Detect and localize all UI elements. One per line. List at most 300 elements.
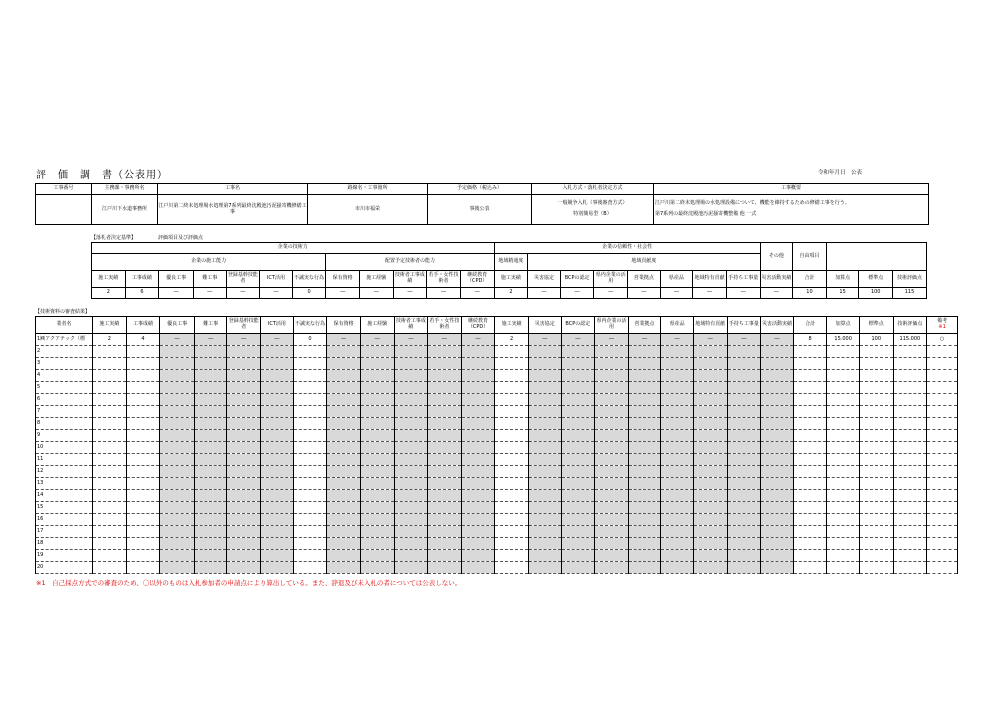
score-cell [293, 442, 327, 454]
criteria-value: 10 [793, 288, 827, 299]
score-cell [793, 514, 827, 526]
score-cell: ― [394, 334, 428, 346]
score-cell [160, 394, 195, 406]
score-cell [793, 466, 827, 478]
score-cell [693, 454, 727, 466]
score-cell [761, 490, 794, 502]
score-cell [893, 478, 927, 490]
score-cell [227, 538, 261, 550]
score-cell [761, 430, 794, 442]
score-cell [261, 370, 294, 382]
score-cell [461, 454, 495, 466]
vendor-name-cell: 18 [36, 538, 93, 550]
score-cell [93, 358, 127, 370]
vendor-name-cell: 8 [36, 418, 93, 430]
score-cell [227, 418, 261, 430]
score-cell [595, 514, 629, 526]
score-cell [893, 466, 927, 478]
score-cell [227, 550, 261, 562]
score-cell [561, 538, 595, 550]
score-cell [893, 346, 927, 358]
score-cell [360, 358, 394, 370]
table-row [36, 562, 958, 574]
score-cell [859, 538, 893, 550]
remark-cell [927, 382, 958, 394]
score-cell [827, 514, 860, 526]
results-col-header: 地域特有貢献 [693, 317, 727, 334]
score-cell [561, 490, 595, 502]
score-cell [261, 550, 294, 562]
score-cell [561, 550, 595, 562]
score-cell [693, 418, 727, 430]
results-col-header: 加算点 [827, 317, 860, 334]
score-cell [93, 370, 127, 382]
score-cell [661, 562, 694, 574]
score-cell [661, 490, 694, 502]
score-cell [327, 406, 361, 418]
results-col-header: ICT活用 [261, 317, 294, 334]
criteria-value: ― [560, 288, 594, 299]
results-col-header: 施工実績 [495, 317, 529, 334]
criteria-value: ― [193, 288, 226, 299]
table-row [36, 442, 958, 454]
results-col-header: BCPの認定 [561, 317, 595, 334]
score-cell [227, 514, 261, 526]
score-cell [827, 394, 860, 406]
work-name-cell: 江戸川第二終末処理場水処理第7系列最終沈殿池汚泥掻寄機修繕工事 [158, 195, 308, 225]
score-cell [227, 370, 261, 382]
score-cell [727, 430, 761, 442]
score-cell [293, 562, 327, 574]
criteria-sublabel: 評価項目及び評価点 [158, 235, 204, 241]
method-cell [532, 195, 654, 225]
criteria-col-header: 技術評価点 [893, 271, 927, 288]
criteria-value: 6 [125, 288, 159, 299]
score-cell [461, 538, 495, 550]
score-cell [693, 466, 727, 478]
score-cell [360, 514, 394, 526]
score-cell [126, 442, 160, 454]
vendor-name-cell: 9 [36, 430, 93, 442]
criteria-col-header: 若手・女性技術者 [427, 271, 461, 288]
score-cell [360, 550, 394, 562]
score-cell [126, 394, 160, 406]
score-cell [793, 442, 827, 454]
vendor-name-cell: 20 [36, 562, 93, 574]
score-cell [461, 418, 495, 430]
score-cell [827, 346, 860, 358]
score-cell [693, 490, 727, 502]
score-cell [761, 418, 794, 430]
score-cell [859, 466, 893, 478]
table-row [36, 418, 958, 430]
table-row [36, 478, 958, 490]
criteria-col-header: 災害協定 [528, 271, 561, 288]
score-cell: ― [761, 334, 794, 346]
score-cell [561, 358, 595, 370]
score-cell [194, 454, 227, 466]
table-row [36, 466, 958, 478]
score-cell [160, 526, 195, 538]
score-cell [528, 466, 561, 478]
score-cell [227, 382, 261, 394]
price-cell: 事後公表 [428, 195, 532, 225]
score-cell [160, 442, 195, 454]
score-cell [93, 430, 127, 442]
score-cell [293, 526, 327, 538]
score-cell [93, 346, 127, 358]
criteria-col-header: 県産品 [660, 271, 693, 288]
score-cell [628, 442, 661, 454]
score-cell [628, 370, 661, 382]
vendor-name-cell: 7 [36, 406, 93, 418]
table-row [36, 526, 958, 538]
criteria-value: ― [159, 288, 194, 299]
score-cell [461, 550, 495, 562]
score-cell [461, 514, 495, 526]
criteria-value: ― [528, 288, 561, 299]
score-cell [827, 430, 860, 442]
score-cell [293, 394, 327, 406]
score-cell [93, 562, 127, 574]
score-cell [461, 562, 495, 574]
remark-cell [927, 550, 958, 562]
score-cell: 2 [495, 334, 529, 346]
score-cell [661, 526, 694, 538]
score-cell [261, 538, 294, 550]
score-cell [360, 526, 394, 538]
score-cell [528, 514, 561, 526]
score-cell [827, 358, 860, 370]
score-cell [661, 502, 694, 514]
method-line-2: 特別簡易型（B） [573, 211, 612, 217]
score-cell [595, 358, 629, 370]
remark-cell: ○ [927, 334, 958, 346]
group-trust: 企業の信頼性・社会性 [494, 243, 760, 254]
remark-header-text: 備考 [937, 318, 948, 325]
score-cell: ― [528, 334, 561, 346]
score-cell [461, 526, 495, 538]
score-cell [428, 526, 462, 538]
vendor-name-cell: 11 [36, 454, 93, 466]
score-cell [893, 538, 927, 550]
score-cell [827, 442, 860, 454]
score-cell [628, 358, 661, 370]
score-cell [893, 526, 927, 538]
criteria-col-header: 災害活動実績 [760, 271, 793, 288]
score-cell [126, 382, 160, 394]
score-cell [160, 550, 195, 562]
score-cell: ― [261, 334, 294, 346]
overview-header-3: 路線名・工事箇所 [308, 184, 428, 195]
score-cell [859, 358, 893, 370]
score-cell [595, 370, 629, 382]
score-cell [194, 418, 227, 430]
score-cell [394, 358, 428, 370]
results-col-header: 県産品 [661, 317, 694, 334]
score-cell [693, 550, 727, 562]
score-cell [528, 526, 561, 538]
vendor-name-cell: 3 [36, 358, 93, 370]
score-cell [461, 502, 495, 514]
score-cell [261, 418, 294, 430]
score-cell [859, 406, 893, 418]
score-cell [194, 430, 227, 442]
score-cell [761, 382, 794, 394]
summary-line-1: 江戸川第二終末処理場の水処理設備について、機能を維持するための修繕工事を行う。 [655, 200, 850, 207]
score-cell [661, 454, 694, 466]
score-cell [761, 514, 794, 526]
criteria-value: ― [693, 288, 727, 299]
score-cell: 15.000 [827, 334, 860, 346]
score-cell [528, 358, 561, 370]
score-cell [793, 418, 827, 430]
work-number-cell [36, 195, 92, 225]
score-cell: 100 [859, 334, 893, 346]
score-cell [827, 550, 860, 562]
score-cell [727, 394, 761, 406]
score-cell [293, 358, 327, 370]
score-cell [495, 490, 529, 502]
score-cell [859, 418, 893, 430]
score-cell [859, 502, 893, 514]
score-cell [761, 358, 794, 370]
score-cell [360, 478, 394, 490]
score-cell [293, 418, 327, 430]
score-cell [126, 550, 160, 562]
overview-header-1: 主務課・事務所名 [92, 184, 158, 195]
score-cell [859, 430, 893, 442]
criteria-value: ― [460, 288, 494, 299]
score-cell [595, 430, 629, 442]
score-cell [428, 430, 462, 442]
score-cell: 4 [126, 334, 160, 346]
score-cell [827, 490, 860, 502]
score-cell [628, 418, 661, 430]
table-row [36, 550, 958, 562]
results-col-header: 標準点 [859, 317, 893, 334]
score-cell [628, 346, 661, 358]
score-cell [126, 346, 160, 358]
score-cell [227, 430, 261, 442]
score-cell [227, 454, 261, 466]
score-cell [293, 382, 327, 394]
score-cell [327, 346, 361, 358]
score-cell [160, 358, 195, 370]
criteria-value: ― [360, 288, 394, 299]
score-cell [360, 562, 394, 574]
score-cell [293, 430, 327, 442]
score-cell [793, 346, 827, 358]
score-cell: ― [327, 334, 361, 346]
score-cell [394, 442, 428, 454]
criteria-value: ― [726, 288, 760, 299]
score-cell [827, 454, 860, 466]
overview-header-6: 工事概要 [654, 184, 929, 195]
score-cell [261, 490, 294, 502]
score-cell [293, 406, 327, 418]
score-cell [595, 562, 629, 574]
score-cell [461, 442, 495, 454]
score-cell [727, 466, 761, 478]
score-cell [628, 502, 661, 514]
score-cell [327, 490, 361, 502]
score-cell [327, 418, 361, 430]
score-cell [93, 442, 127, 454]
score-cell [495, 538, 529, 550]
criteria-col-header: 優良工事 [159, 271, 194, 288]
remark-cell [927, 538, 958, 550]
sub-region-contrib: 地域貢献度 [528, 254, 760, 271]
results-col-header: 不誠実な行為 [293, 317, 327, 334]
page-title: 評 価 調 書（公表用） [36, 170, 168, 181]
score-cell [793, 562, 827, 574]
score-cell [628, 550, 661, 562]
score-cell [793, 538, 827, 550]
score-cell [394, 394, 428, 406]
score-cell [595, 454, 629, 466]
score-cell: ― [561, 334, 595, 346]
score-cell [727, 562, 761, 574]
score-cell [528, 394, 561, 406]
vendor-name-cell: 5 [36, 382, 93, 394]
overview-header-0: 工事番号 [36, 184, 92, 195]
score-cell [194, 394, 227, 406]
score-cell [495, 478, 529, 490]
score-cell [595, 406, 629, 418]
score-cell [461, 358, 495, 370]
score-cell [293, 478, 327, 490]
score-cell [261, 454, 294, 466]
score-cell [126, 358, 160, 370]
footnote: ※1 自己採点方式での審査のため、〇以外のものは入札参加者の申請点により算出している。また、辞退及び未入札の者については公表しない。 [36, 579, 462, 587]
score-cell [528, 418, 561, 430]
score-cell [461, 466, 495, 478]
score-cell [360, 430, 394, 442]
score-cell [93, 418, 127, 430]
criteria-value: 15 [826, 288, 859, 299]
criteria-col-header: 不誠実な行為 [292, 271, 326, 288]
score-cell [528, 502, 561, 514]
score-cell [761, 502, 794, 514]
score-cell [394, 346, 428, 358]
score-cell [661, 442, 694, 454]
score-cell [327, 358, 361, 370]
vendor-name-cell: 19 [36, 550, 93, 562]
score-cell [93, 550, 127, 562]
score-cell [227, 442, 261, 454]
score-cell [93, 382, 127, 394]
score-cell [628, 562, 661, 574]
criteria-col-header: 手持ち工事量 [726, 271, 760, 288]
score-cell [327, 550, 361, 562]
score-cell [495, 442, 529, 454]
vendor-name-cell: 12 [36, 466, 93, 478]
score-cell [194, 526, 227, 538]
score-cell [693, 478, 727, 490]
score-cell [227, 346, 261, 358]
remark-cell [927, 406, 958, 418]
score-cell [293, 454, 327, 466]
score-cell: ― [693, 334, 727, 346]
score-cell [495, 514, 529, 526]
criteria-value: ― [628, 288, 661, 299]
score-cell [693, 526, 727, 538]
score-cell [628, 430, 661, 442]
score-cell [893, 418, 927, 430]
score-cell [561, 478, 595, 490]
score-cell [727, 550, 761, 562]
score-cell [126, 418, 160, 430]
score-cell [360, 394, 394, 406]
score-cell [261, 442, 294, 454]
summary-line-2: 第7系列の最終沈殿池汚泥掻寄機整備 他 一式 [655, 211, 757, 217]
remark-cell [927, 370, 958, 382]
score-cell [693, 562, 727, 574]
score-cell [893, 370, 927, 382]
score-cell [394, 478, 428, 490]
table-row [36, 370, 958, 382]
score-cell [360, 454, 394, 466]
score-cell [126, 526, 160, 538]
score-cell [893, 382, 927, 394]
remark-cell [927, 514, 958, 526]
score-cell [561, 418, 595, 430]
score-cell [394, 490, 428, 502]
table-row [36, 358, 958, 370]
criteria-col-header: 継続教育（CPD） [460, 271, 494, 288]
score-cell [495, 406, 529, 418]
score-cell [859, 514, 893, 526]
score-cell [859, 454, 893, 466]
score-cell [827, 526, 860, 538]
score-cell [561, 514, 595, 526]
score-cell [528, 562, 561, 574]
remark-cell [927, 502, 958, 514]
score-cell [561, 562, 595, 574]
score-cell [561, 382, 595, 394]
criteria-col-header: 技術者工事成績 [393, 271, 427, 288]
score-cell [428, 394, 462, 406]
score-cell [194, 550, 227, 562]
score-cell [327, 538, 361, 550]
score-cell [394, 502, 428, 514]
results-col-header: 継続教育（CPD） [461, 317, 495, 334]
score-cell [628, 490, 661, 502]
score-cell [893, 430, 927, 442]
criteria-col-header: 登録基幹技能者 [226, 271, 260, 288]
score-cell [293, 490, 327, 502]
score-cell [327, 466, 361, 478]
vendor-name-cell: 2 [36, 346, 93, 358]
score-cell [859, 382, 893, 394]
score-cell [93, 466, 127, 478]
score-cell [561, 394, 595, 406]
score-cell [727, 478, 761, 490]
score-cell [628, 526, 661, 538]
score-cell [461, 430, 495, 442]
score-cell: 0 [293, 334, 327, 346]
score-cell [727, 454, 761, 466]
criteria-col-header: 難工事 [193, 271, 226, 288]
score-cell [761, 442, 794, 454]
score-cell [227, 394, 261, 406]
score-cell [528, 346, 561, 358]
score-cell [160, 370, 195, 382]
overview-header-4: 予定価格（税込み） [428, 184, 532, 195]
score-cell [261, 466, 294, 478]
score-cell [327, 526, 361, 538]
